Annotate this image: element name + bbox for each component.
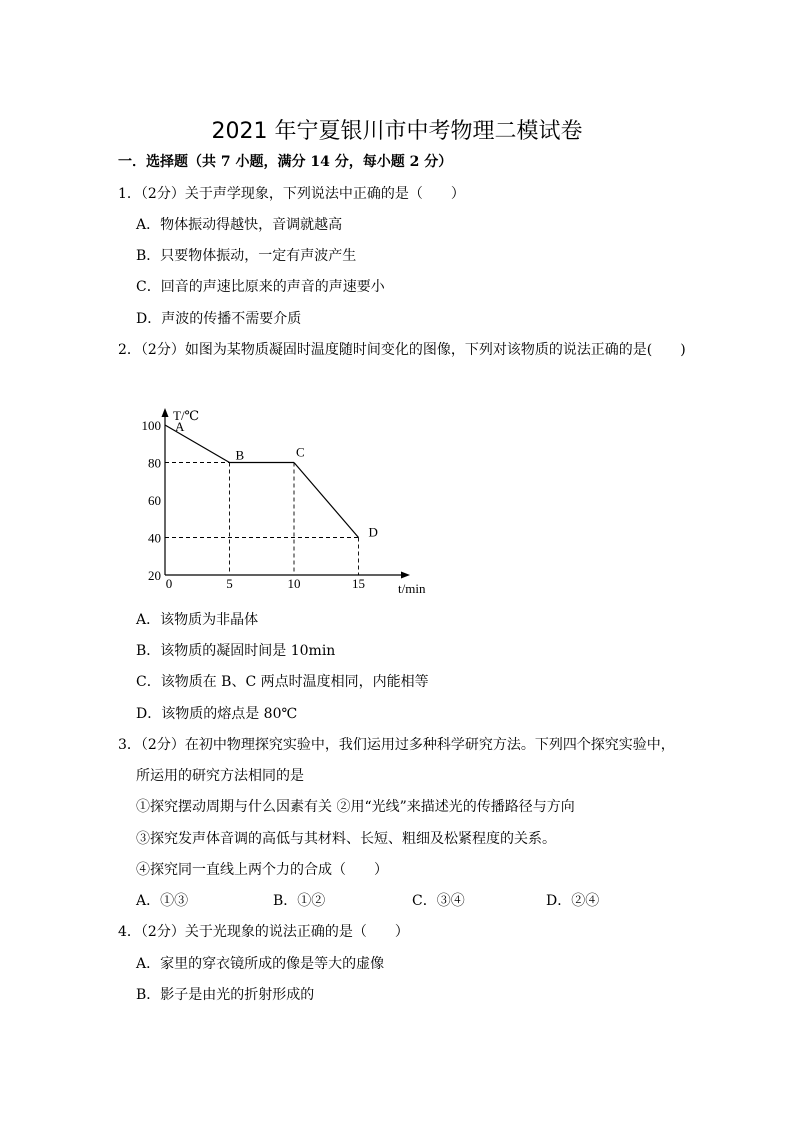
chart-guides (165, 463, 359, 576)
question-3-option-b: B．①② (273, 893, 326, 909)
y-tick-label-100: 100 (141, 418, 161, 433)
question-1-stem: 1．（2分）关于声学现象，下列说法中正确的是（ ） (118, 186, 465, 202)
x-tick-label-10: 10 (287, 576, 301, 591)
question-2-option-c: C．该物质在 B、C 两点时温度相同，内能相等 (136, 674, 429, 690)
chart-series (165, 425, 359, 538)
section-heading: 一．选择题（共 7 小题，满分 14 分，每小题 2 分） (118, 154, 453, 170)
question-1-option-b: B．只要物体振动，一定有声波产生 (136, 248, 357, 264)
question-3-item-1: ①探究摆动周期与什么因素有关 ②用“光线”来描述光的传播路径与方向 (136, 799, 575, 815)
point-label-A: A (175, 419, 185, 434)
question-2-option-b: B．该物质的凝固时间是 10min (136, 643, 336, 659)
question-3-stem-line-1: 3．（2分）在初中物理探究实验中，我们运用过多种科学研究方法。下列四个探究实验中， (118, 737, 675, 753)
y-axis-arrow (162, 408, 169, 417)
question-2-option-a: A．该物质为非晶体 (136, 612, 259, 628)
temperature-time-chart (130, 400, 430, 600)
question-3-item-3: ④探究同一直线上两个力的合成（ ） (136, 862, 388, 878)
chart-labels (175, 419, 378, 540)
question-4-option-b: B．影子是由光的折射形成的 (136, 987, 315, 1003)
x-tick-label-0: 0 (165, 576, 173, 591)
question-4-option-a: A．家里的穿衣镜所成的像是等大的虚像 (136, 956, 385, 972)
question-3-option-a: A．①③ (136, 893, 189, 909)
point-label-D: D (368, 524, 378, 540)
x-axis-arrow (401, 572, 410, 579)
x-tick-label-15: 15 (352, 576, 365, 591)
point-label-B: B (235, 447, 245, 463)
y-tick-label-80: 80 (148, 455, 161, 471)
question-3-option-d: D．②④ (546, 893, 600, 909)
question-3-item-2: ③探究发声体音调的高低与其材料、长短、粗细及松紧程度的关系。 (136, 831, 556, 847)
question-1-option-a: A．物体振动得越快，音调就越高 (136, 217, 343, 233)
question-2-option-d: D．该物质的熔点是 80℃ (136, 706, 298, 722)
question-4-stem: 4．（2分）关于光现象的说法正确的是（ ） (118, 924, 409, 940)
y-axis-label: T/℃ (173, 408, 200, 423)
point-label-C: C (296, 444, 305, 460)
question-3-stem-line-2: 所运用的研究方法相同的是 (136, 768, 304, 784)
x-axis-label: t/min (398, 581, 426, 596)
y-tick-label-60: 60 (148, 493, 161, 508)
question-1-option-d: D．声波的传播不需要介质 (136, 311, 302, 327)
question-1-option-c: C．回音的声速比原来的声音的声速要小 (136, 279, 385, 295)
y-tick-label-40: 40 (148, 530, 161, 546)
question-3-option-c: C．③④ (412, 893, 465, 909)
page-title: 2021 年宁夏银川市中考物理二模试卷 (211, 119, 583, 144)
y-tick-label-20: 20 (148, 568, 161, 583)
x-tick-label-5: 5 (226, 576, 233, 591)
series-segment-CD (294, 463, 359, 538)
question-2-stem: 2．（2分）如图为某物质凝固时温度随时间变化的图像，下列对该物质的说法正确的是( ) (118, 342, 686, 358)
